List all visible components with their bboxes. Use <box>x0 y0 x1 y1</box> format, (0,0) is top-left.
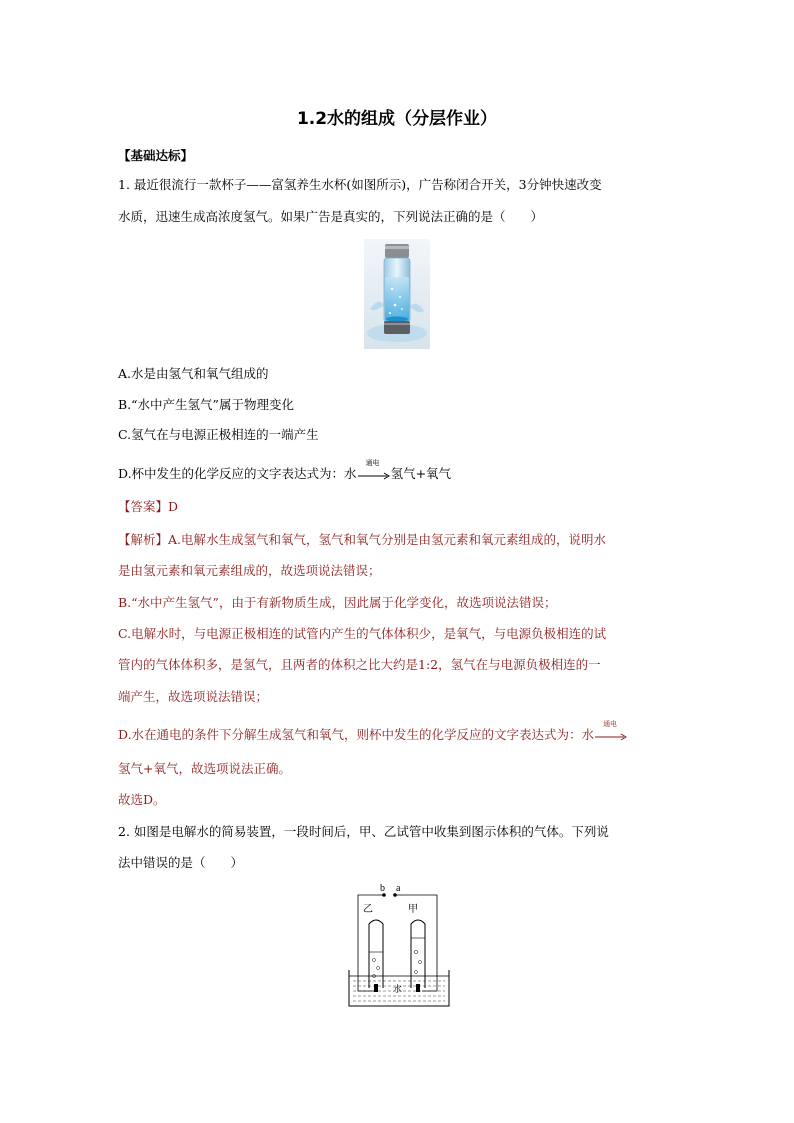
analysis-d-line-1 <box>118 719 678 745</box>
answer-value: D <box>168 499 179 514</box>
option-d-prefix: D.杯中发生的化学反应的文字表达式为：水 <box>118 466 357 481</box>
analysis-d-text: D.水在通电的条件下分解生成氢气和氧气，则杯中发生的化学反应的文字表达式为：水 <box>118 727 595 742</box>
question-1-line-1: 1. 最近很流行一款杯子——富氢养生水杯(如图所示)，广告称闭合开关，3分钟快速改变 <box>118 177 602 192</box>
analysis-label: 【解析】 <box>118 532 169 547</box>
hydrogen-water-bottle-image <box>364 239 430 349</box>
analysis-c-line-3: 端产生，故选项说法错误； <box>118 689 269 704</box>
tube-yi-label: 乙 <box>363 904 373 915</box>
analysis-a-text: A.电解水生成氢气和氧气，氢气和氧气分别是由氢元素和氧元素组成的，说明水 <box>168 532 607 547</box>
analysis-c-line-2: 管内的气体体积多，是氢气，且两者的体积之比大约是1:2，氢气在与电源负极相连的一 <box>118 657 601 672</box>
question-2-line-2: 法中错误的是（ ） <box>118 855 244 870</box>
question-1-option-d <box>118 458 678 484</box>
answer-label: 【答案】 <box>118 499 169 514</box>
water-label: 水 <box>393 984 403 994</box>
reaction-arrow-icon <box>594 719 628 743</box>
terminal-b-label: b <box>380 883 385 894</box>
analysis-d-line-2: 氢气+氧气，故选项说法正确。 <box>118 761 291 776</box>
analysis-a-line-2: 是由氢元素和氧元素组成的，故选项说法错误； <box>118 563 381 578</box>
analysis-c-line-1: C.电解水时，与电源正极相连的试管内产生的气体体积少，是氧气，与电源负极相连的试 <box>118 626 607 641</box>
reaction-arrow-icon <box>357 458 391 482</box>
analysis-b-line: B.“水中产生氢气”，由于有新物质生成，因此属于化学变化，故选项说法错误； <box>118 595 557 610</box>
analysis-conclusion: 故选D。 <box>118 792 166 807</box>
option-d-products: 氢气+氧气 <box>390 466 452 481</box>
arrow-condition-label: 通电 <box>603 719 618 728</box>
analysis-a-line-1 <box>118 530 678 550</box>
electrolysis-apparatus-diagram <box>345 880 453 1010</box>
question-1-line-2: 水质，迅速生成高浓度氢气。如果广告是真实的，下列说法正确的是（ ） <box>118 209 544 224</box>
question-2-line-1: 2. 如图是电解水的简易装置，一段时间后，甲、乙试管中收集到图示体积的气体。下列说 <box>118 824 609 839</box>
arrow-condition-label: 通电 <box>365 458 380 467</box>
terminal-a-label: a <box>396 883 401 894</box>
tube-jia-label: 甲 <box>408 904 418 915</box>
question-1-option-c: C.氢气在与电源正极相连的一端产生 <box>118 427 319 442</box>
page-title: 1.2水的组成（分层作业） <box>296 109 498 129</box>
section-heading: 【基础达标】 <box>118 148 194 163</box>
question-1-option-b: B.“水中产生氢气”属于物理变化 <box>118 397 294 412</box>
question-1-option-a: A.水是由氢气和氧气组成的 <box>118 366 269 381</box>
answer-line <box>118 497 678 517</box>
